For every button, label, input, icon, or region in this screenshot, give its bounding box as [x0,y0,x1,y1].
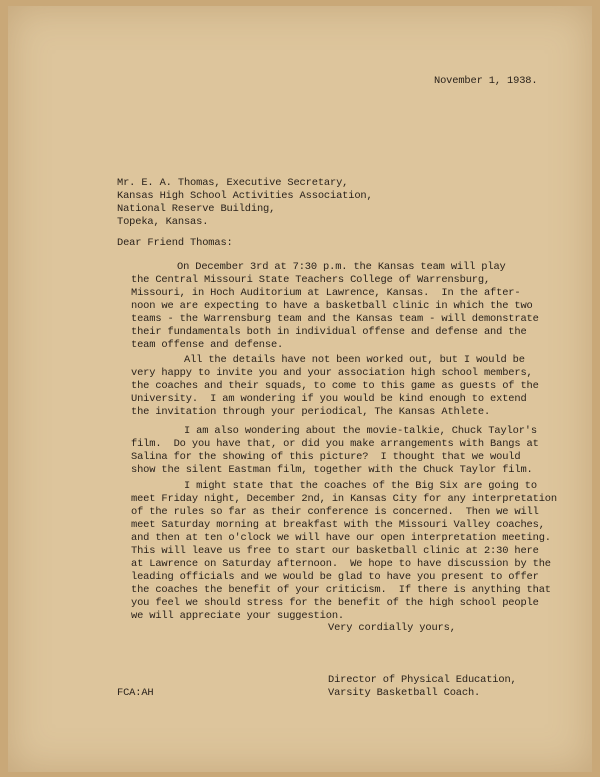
body-line: of the rules so far as their conference is concerned. Then we will [131,506,539,518]
body-line: Missouri, in Hoch Auditorium at Lawrence, Kansas. In the after- [131,287,521,299]
body-line: very happy to invite you and your association high school members, [131,367,533,379]
signature-title-line: Director of Physical Education, [328,674,517,686]
body-line: show the silent Eastman film, together with the Chuck Taylor film. [131,464,533,476]
body-line: the Central Missouri State Teachers College of Warrensburg, [131,274,491,286]
body-line: Salina for the showing of this picture? I thought that we would [131,451,521,463]
letter-date: November 1, 1938. [434,75,538,87]
body-line: On December 3rd at 7:30 p.m. the Kansas team will play [177,261,506,273]
body-line: This will leave us free to start our basketball clinic at 2:30 here [131,545,539,557]
body-line: film. Do you have that, or did you make arrangements with Bangs at [131,438,539,450]
body-line: the invitation through your periodical, The Kansas Athlete. [131,406,491,418]
typist-initials: FCA:AH [117,687,154,699]
address-line: Mr. E. A. Thomas, Executive Secretary, [117,177,349,189]
body-line: you feel we should stress for the benefit of the high school people [131,597,539,609]
address-line: Topeka, Kansas. [117,216,209,228]
body-line: the coaches the benefit of your criticism. If there is anything that [131,584,551,596]
body-line: at Lawrence on Saturday afternoon. We hope to have discussion by the [131,558,551,570]
body-line: we will appreciate your suggestion. [131,610,344,622]
address-line: Kansas High School Activities Association, [117,190,373,202]
body-line: their fundamentals both in individual offense and defense and the [131,326,527,338]
salutation: Dear Friend Thomas: [117,237,233,249]
body-line: meet Saturday morning at breakfast with the Missouri Valley coaches, [131,519,545,531]
body-line: leading officials and we would be glad to have you present to offer [131,571,539,583]
signature-title-line: Varsity Basketball Coach. [328,687,481,699]
closing: Very cordially yours, [328,622,456,634]
body-line: meet Friday night, December 2nd, in Kansas City for any interpretation [131,493,557,505]
body-line: team offense and defense. [131,339,284,351]
body-line: University. I am wondering if you would be kind enough to extend [131,393,527,405]
body-line: All the details have not been worked out, but I would be [184,354,525,366]
body-line: I am also wondering about the movie-talkie, Chuck Taylor's [184,425,537,437]
address-line: National Reserve Building, [117,203,276,215]
body-line: teams - the Warrensburg team and the Kansas team - will demonstrate [131,313,539,325]
body-line: noon we are expecting to have a basketball clinic in which the two [131,300,533,312]
body-line: and then at ten o'clock we will have our open interpretation meeting. [131,532,551,544]
body-line: I might state that the coaches of the Big Six are going to [184,480,537,492]
body-line: the coaches and their squads, to come to this game as guests of the [131,380,539,392]
